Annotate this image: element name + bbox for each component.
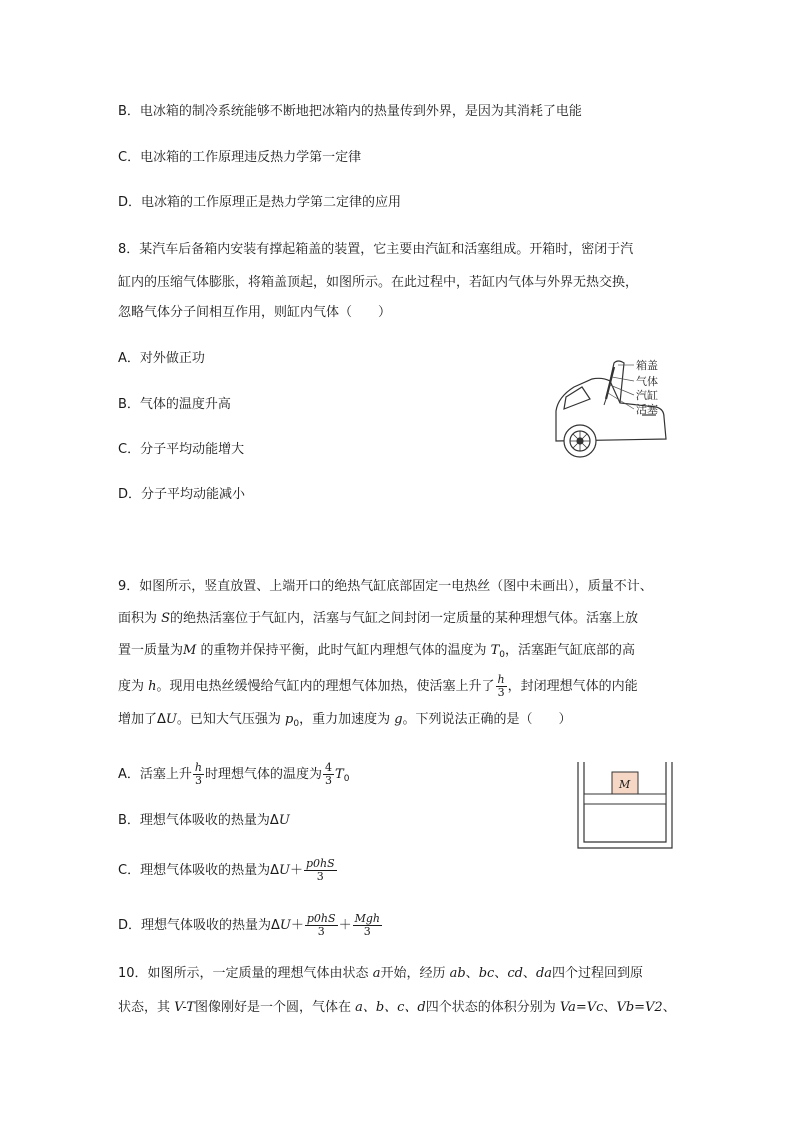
q8-option-d: D．分子平均动能减小 — [118, 487, 246, 502]
q9-option-d: D．理想气体吸收的热量为ΔU＋ $\frac{p0hS}{3}$ ＋ $\frac{\text{Mgh}}{3}$ — [118, 912, 380, 938]
label-lid: 箱盖 — [636, 359, 658, 372]
q9-stem-line3: 置一质量为M 的重物并保持平衡，此时气缸内理想气体的温度为 $T_0$，活塞距气缸底部的高 — [118, 643, 636, 660]
q8-stem-line3: 忽略气体分子间相互作用，则缸内气体（ ） — [118, 305, 392, 320]
q8-option-a: A．对外做正功 — [118, 351, 205, 366]
q9-stem-line2: 面积为 S的绝热活塞位于气缸内，活塞与气缸之间封闭一定质量的某种理想气体。活塞上放 — [118, 611, 639, 626]
label-piston: 活塞 — [636, 403, 658, 416]
fraction-h-over-3: $\frac{h}{3}$ — [497, 673, 505, 699]
label-cylinder: 汽缸 — [636, 389, 658, 402]
q9-option-b: B．理想气体吸收的热量为ΔU — [118, 813, 290, 828]
q9-stem-line1: 9．如图所示，竖直放置、上端开口的绝热气缸底部固定一电热丝（图中未画出），质量不计、 — [118, 579, 653, 594]
q9-stem-line4: 度为 h。现用电热丝缓慢给气缸内的理想气体加热，使活塞上升了 $\frac{h}{3}$ ，封闭理想气体的内能 — [118, 673, 638, 699]
q10-stem-line1: 10．如图所示，一定质量的理想气体由状态 a开始，经历 ab、bc、cd、da四个过程回到原 — [118, 966, 644, 981]
cylinder-figure — [576, 762, 674, 850]
mass-label: M — [619, 778, 631, 791]
q8-option-c: C．分子平均动能增大 — [118, 442, 245, 457]
q8-stem-line2: 缸内的压缩气体膨胀，将箱盖顶起，如图所示。在此过程中，若缸内气体与外界无热交换， — [118, 275, 639, 290]
q7-option-c: C．电冰箱的工作原理违反热力学第一定律 — [118, 150, 362, 165]
q8-option-b: B．气体的温度升高 — [118, 397, 231, 412]
q8-stem-line1: 8．某汽车后备箱内安装有撑起箱盖的装置，它主要由汽缸和活塞组成。开箱时，密闭于汽 — [118, 242, 634, 257]
q10-stem-line2: 状态，其 V-T图像刚好是一个圆，气体在 a、b、c、d四个状态的体积分别为 Va=Vc、Vb=V2、 — [118, 1000, 676, 1015]
q7-option-d: D．电冰箱的工作原理正是热力学第二定律的应用 — [118, 195, 402, 210]
q7-option-b: B．电冰箱的制冷系统能够不断地把冰箱内的热量传到外界，是因为其消耗了电能 — [118, 104, 582, 119]
car-trunk-figure — [552, 353, 682, 463]
q9-stem-line5: 增加了ΔU。已知大气压强为 $p_0$，重力加速度为 g。下列说法正确的是（ ） — [118, 712, 572, 729]
q9-option-a: A．活塞上升 $\frac{h}{3}$ 时理想气体的温度为 $\frac{4}{3}$ $T_0$ — [118, 761, 350, 787]
q9-option-c: C．理想气体吸收的热量为ΔU＋ $\frac{p0hS}{3}$ — [118, 857, 335, 883]
label-gas: 气体 — [636, 375, 658, 388]
